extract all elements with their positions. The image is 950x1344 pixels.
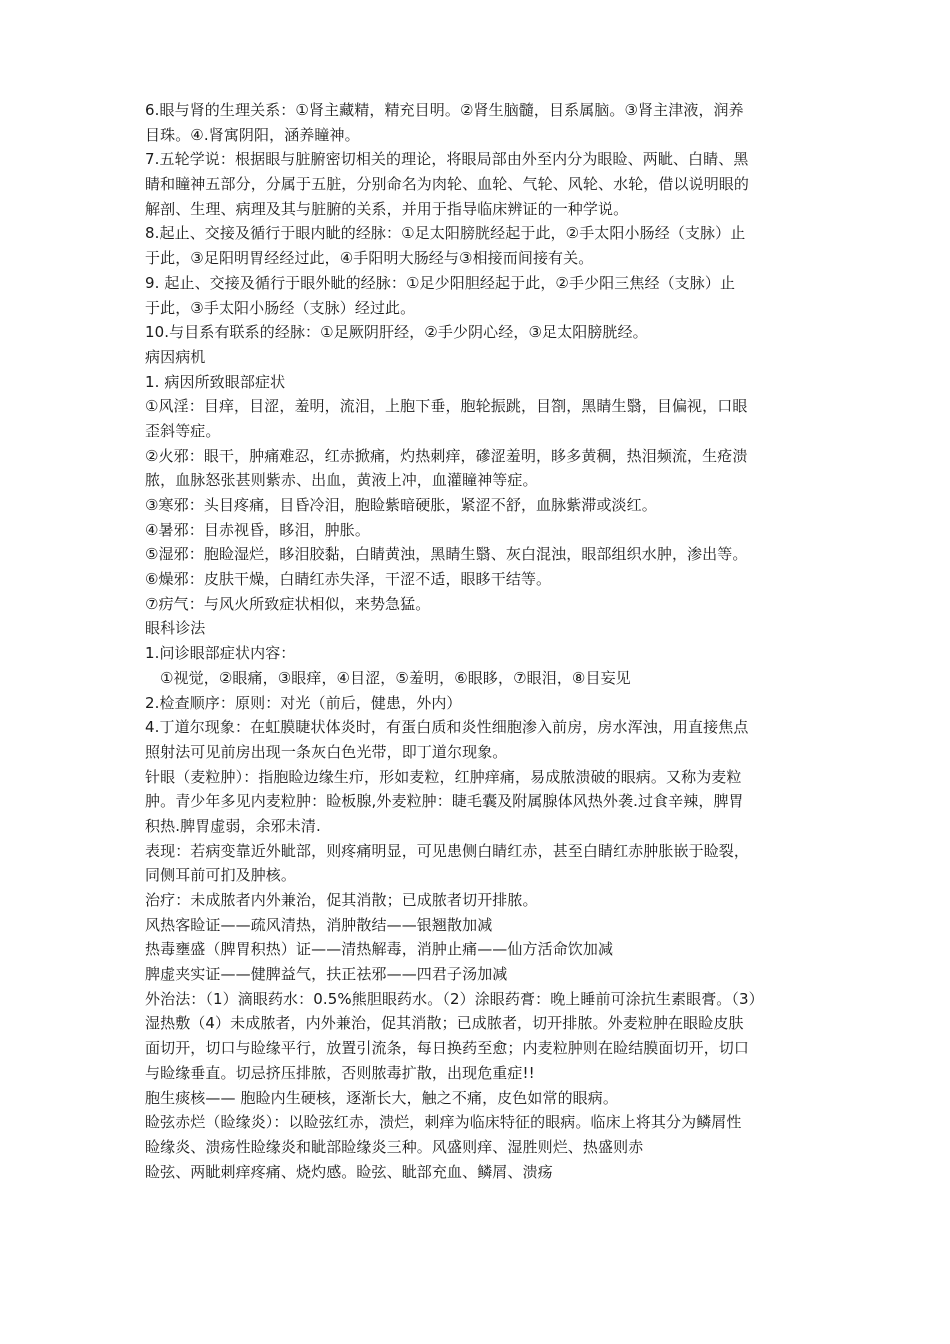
text-line: 7.五轮学说：根据眼与脏腑密切相关的理论，将眼局部由外至内分为眼睑、两眦、白睛、黑	[145, 150, 749, 169]
text-line: 脾虚夹实证——健脾益气，扶正祛邪——四君子汤加减	[145, 965, 508, 984]
text-line: 歪斜等症。	[145, 421, 221, 440]
text-line: 表现：若病变靠近外眦部，则疼痛明显，可见患侧白睛红赤，甚至白睛红赤肿胀嵌于睑裂，	[145, 841, 750, 860]
text-line: ⑤湿邪：胞睑湿烂，眵泪胶黏，白睛黄浊，黑睛生翳、灰白混浊，眼部组织水肿，渗出等。	[145, 545, 748, 564]
text-line: 1. 病因所致眼部症状	[145, 372, 286, 391]
text-line: 10.与目系有联系的经脉：①足厥阴肝经，②手少阴心经，③足太阳膀胱经。	[145, 323, 648, 342]
text-line: 6.眼与肾的生理关系：①肾主藏精，精充目明。②肾生脑髓，目系属脑。③肾主津液，润养	[145, 101, 744, 119]
text-line: 睑缘炎、溃疡性睑缘炎和眦部睑缘炎三种。风盛则痒、湿胜则烂、热盛则赤	[145, 1137, 644, 1156]
text-line: 治疗：未成脓者内外兼治，促其消散；已成脓者切开排脓。	[145, 891, 538, 909]
text-line: 目珠。④.肾寓阴阳，涵养瞳神。	[145, 125, 360, 144]
text-line: 同侧耳前可扪及肿核。	[145, 866, 297, 885]
text-line: ④暑邪：目赤视昏，眵泪，肿胀。	[145, 520, 370, 539]
section-heading: 眼科诊法	[145, 619, 206, 638]
text-line: 针眼（麦粒肿）：指胞睑边缘生疖，形如麦粒，红肿痒痛，易成脓溃破的眼病。又称为麦粒	[145, 767, 742, 786]
text-line: 于此，③足阳明胃经经过此，④手阳明大肠经与③相接而间接有关。	[145, 249, 594, 268]
text-line: 脓，血脉怒张甚则紫赤、出血，黄液上冲，血灌瞳神等症。	[145, 471, 538, 490]
text-line: 肿。青少年多见内麦粒肿：睑板腺,外麦粒肿：睫毛囊及附属腺体风热外袭.过食辛辣，脾胃	[145, 792, 744, 811]
text-line: ⑦疠气：与风火所致症状相似，来势急猛。	[145, 594, 431, 613]
text-line: 面切开，切口与睑缘平行，放置引流条，每日换药至愈；内麦粒肿则在睑结膜面切开，切口	[145, 1039, 750, 1058]
text-line: 积热.脾胃虚弱，余邪未清.	[145, 816, 321, 835]
text-line: 胞生痰核—— 胞睑内生硬核，逐渐长大，触之不痛，皮色如常的眼病。	[145, 1088, 618, 1107]
text-line: 与睑缘垂直。切忌挤压排脓，否则脓毒扩散，出现危重症!!	[145, 1063, 535, 1082]
text-line: ②火邪：眼干，肿痛难忍，红赤掀痛，灼热刺痒，磣涩羞明，眵多黄稠，热泪频流，生疮溃	[145, 446, 748, 465]
text-line: ①风淫：目痒，目涩，羞明，流泪，上胞下垂，胞轮振跳，目劄，黑睛生翳，目偏视，口眼	[145, 397, 748, 416]
text-line: 睑弦赤烂（睑缘炎）：以睑弦红赤，溃烂，刺痒为临床特征的眼病。临床上将其分为鳞屑性	[145, 1113, 742, 1132]
text-line: 4.丁道尔现象：在虹膜睫状体炎时，有蛋白质和炎性细胞渗入前房，房水浑浊，用直接焦点	[145, 718, 749, 737]
text-line: 热毒壅盛（脾胃积热）证——清热解毒，消肿止痛——仙方活命饮加减	[145, 940, 614, 959]
text-line: 1.问诊眼部症状内容：	[145, 644, 296, 663]
text-line: 湿热敷（4）未成脓者，内外兼治，促其消散；已成脓者，切开排脓。外麦粒肿在眼睑皮肤	[145, 1014, 744, 1033]
text-line: 照射法可见前房出现一条灰白色光带，即丁道尔现象。	[145, 742, 508, 761]
text-line: 9. 起止、交接及循行于眼外眦的经脉：①足少阳胆经起于此，②手少阳三焦经（支脉）止	[145, 273, 736, 292]
text-line: ①视觉，②眼痛，③眼痒，④目涩，⑤羞明，⑥眼眵，⑦眼泪，⑧目妄见	[160, 668, 631, 687]
text-line: ⑥燥邪：皮肤干燥，白睛红赤失泽，干涩不适，眼眵干结等。	[145, 570, 552, 589]
text-line: 风热客睑证——疏风清热，消肿散结——银翘散加减	[145, 915, 493, 934]
document-body	[145, 98, 817, 1184]
text-line: 外治法：（1）滴眼药水：0.5%熊胆眼药水。（2）涂眼药膏：晚上睡前可涂抗生素眼膏。（3）	[145, 989, 764, 1008]
text-line: ③寒邪：头目疼痛，目昏冷泪，胞睑紫暗硬胀，紧涩不舒，血脉紫滞或淡红。	[145, 496, 657, 514]
text-line: 8.起止、交接及循行于眼内眦的经脉：①足太阳膀胱经起于此，②手太阳小肠经（支脉）止	[145, 224, 746, 243]
section-heading: 病因病机	[145, 347, 206, 366]
text-line: 睛和瞳神五部分，分属于五脏，分别命名为肉轮、血轮、气轮、风轮、水轮，借以说明眼的	[145, 175, 750, 194]
text-line: 于此，③手太阳小肠经（支脉）经过此。	[145, 298, 416, 317]
text-line: 睑弦、两眦刺痒疼痛、烧灼感。睑弦、眦部充血、鳞屑、溃疡	[145, 1162, 553, 1181]
text-line: 2.检查顺序：原则：对光（前后，健患，外内）	[145, 693, 462, 712]
text-line: 解剖、生理、病理及其与脏腑的关系，并用于指导临床辨证的一种学说。	[145, 199, 629, 218]
